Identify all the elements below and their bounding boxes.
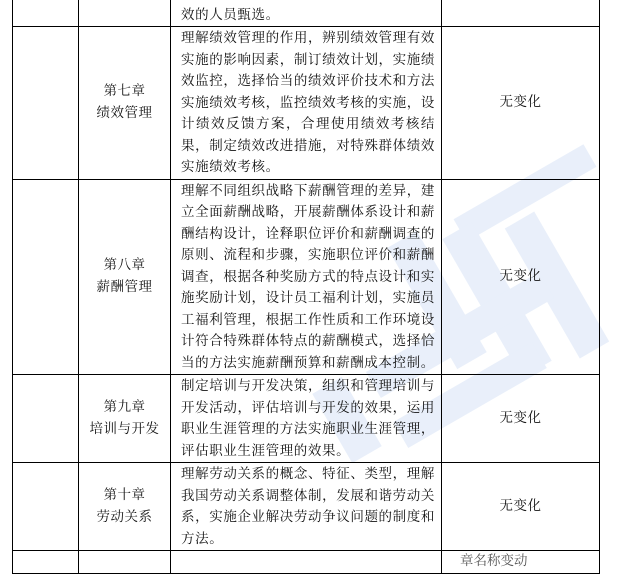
empty-cell (13, 551, 79, 574)
change-cell: 无变化 (442, 179, 600, 375)
change-cell-cutoff: 章名称变动 (442, 551, 600, 574)
empty-cell (13, 463, 79, 551)
change-cell: 无变化 (442, 27, 600, 180)
chapter-cell (79, 375, 171, 463)
description-cell: 理解劳动关系的概念、特征、类型，理解我国劳动关系调整体制，发展和谐劳动关系，实施企业解决劳动争议问题的制度和方法。 (171, 463, 442, 551)
table-row (13, 375, 600, 463)
empty-cell (13, 27, 79, 180)
change-cell (442, 0, 600, 27)
chapter-number: 第九章 (103, 399, 146, 415)
table-row (13, 463, 600, 551)
chapter-title: 劳动关系 (96, 508, 153, 525)
chapter-cell (79, 27, 171, 180)
chapter-cell (79, 463, 171, 551)
table-row (13, 27, 600, 180)
empty-cell (13, 179, 79, 375)
change-cell: 无变化 (442, 463, 600, 551)
chapter-title: 绩效管理 (96, 104, 153, 121)
chapter-number: 第十章 (103, 487, 146, 503)
table-row (13, 179, 600, 375)
table-row (13, 551, 600, 574)
syllabus-table (12, 0, 600, 574)
change-cell: 无变化 (442, 375, 600, 463)
table-row (13, 0, 600, 27)
empty-cell (13, 0, 79, 27)
empty-cell (13, 375, 79, 463)
description-cell: 理解绩效管理的作用，辨别绩效管理有效实施的影响因素，制订绩效计划，实施绩效监控，选择恰当的绩效评价技术和方法实施绩效考核，监控绩效考核的实施，设计绩效反馈方案，合理使用绩效考核结果，制定绩效改进措施，对特殊群体绩效实施绩效考核。 (171, 27, 442, 180)
description-cell (171, 551, 442, 574)
description-cell: 理解不同组织战略下薪酬管理的差异，建立全面薪酬战略，开展薪酬体系设计和薪酬结构设计，诠释职位评价和薪酬调查的原则、流程和步骤，实施职位评价和薪酬调查，根据各种奖励方式的特点设计和实施奖励计划，设计员工福利计划，实施员工福利管理，根据工作性质和工作环境设计符合特殊群体特点的薪酬模式，选择恰当的方法实施薪酬预算和薪酬成本控制。 (171, 179, 442, 375)
chapter-title: 培训与开发 (89, 420, 160, 437)
description-cell: 制定培训与开发决策，组织和管理培训与开发活动，评估培训与开发的效果，运用职业生涯管理的方法实施职业生涯管理，评估职业生涯管理的效果。 (171, 375, 442, 463)
chapter-cell (79, 551, 171, 574)
chapter-number: 第七章 (103, 83, 146, 100)
chapter-cell (79, 179, 171, 375)
chapter-title: 薪酬管理 (96, 278, 153, 295)
chapter-number: 第八章 (103, 257, 146, 274)
chapter-cell (79, 0, 171, 27)
description-cell: 效的人员甄选。 (171, 0, 442, 27)
